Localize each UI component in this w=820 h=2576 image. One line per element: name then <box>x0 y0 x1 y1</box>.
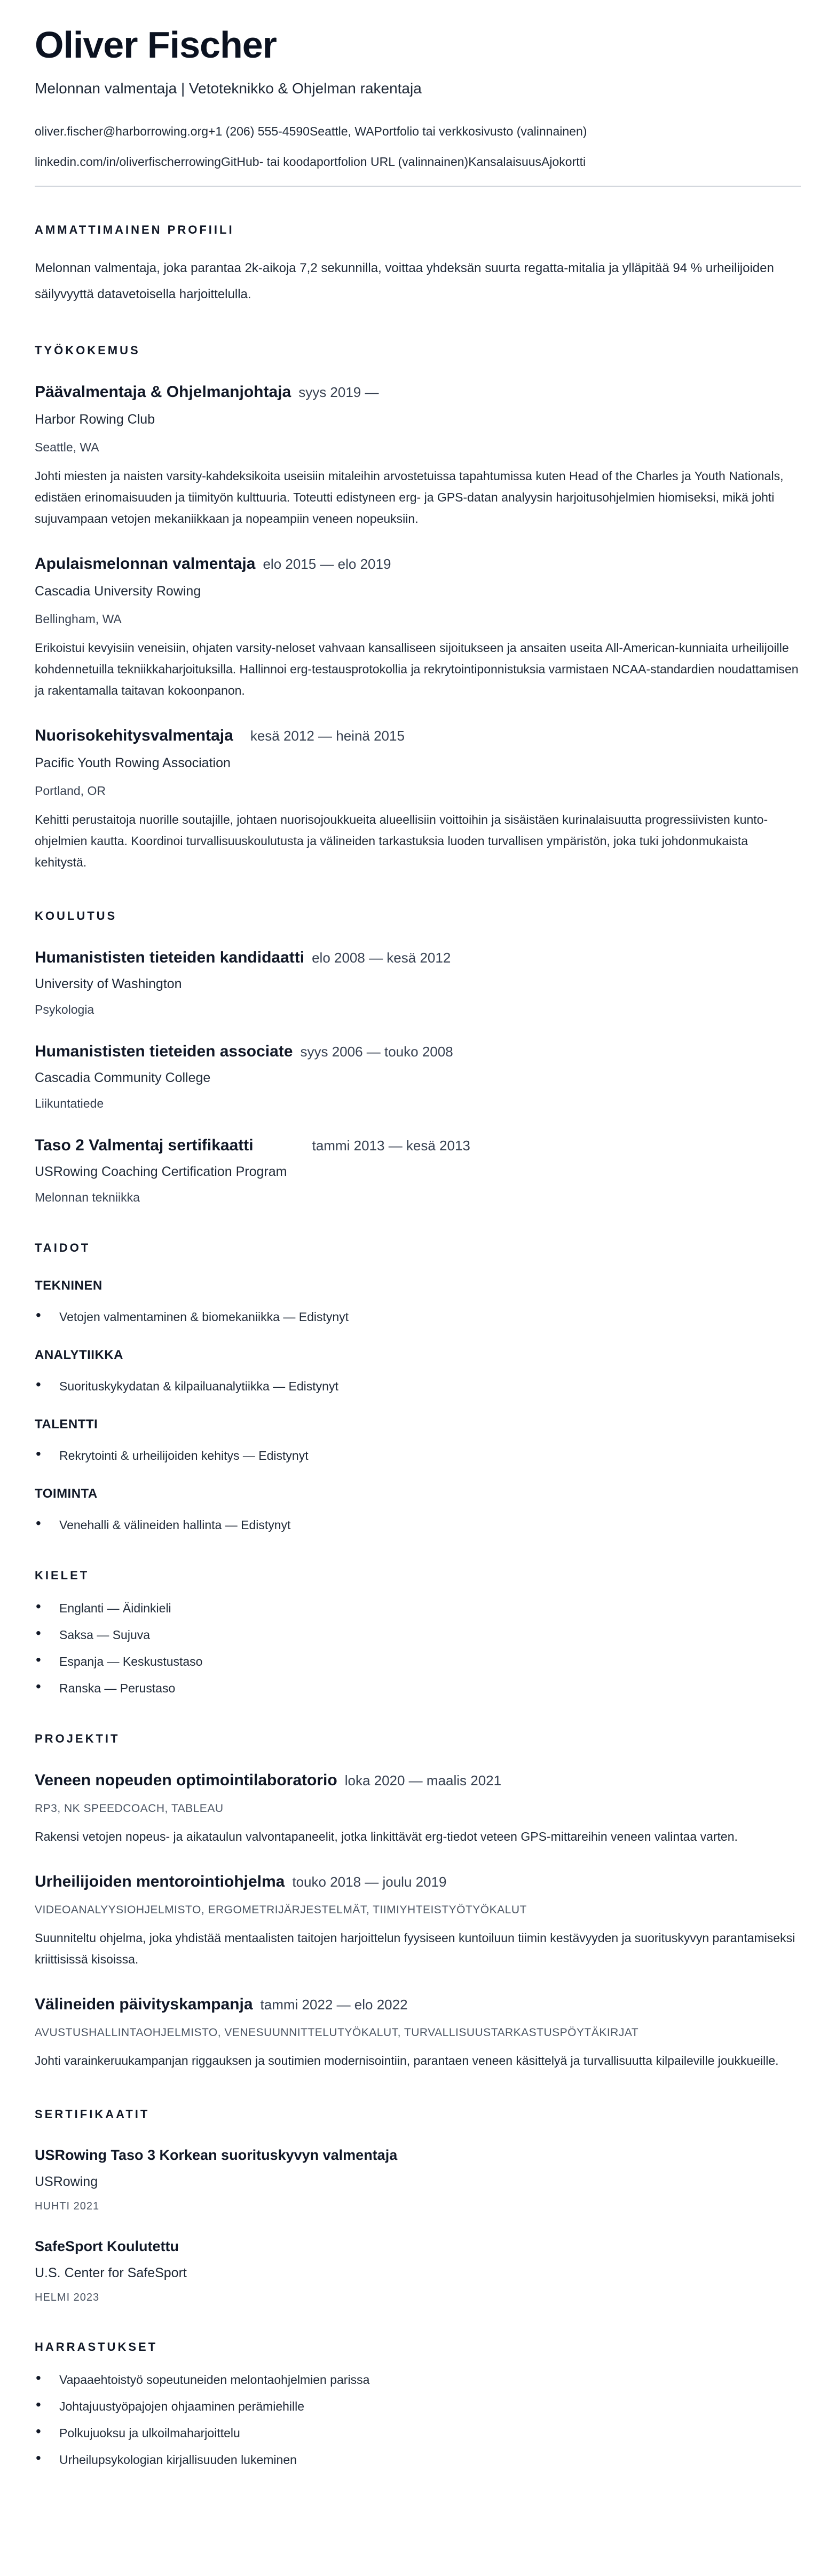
resume-header <box>35 23 801 187</box>
degree-title: Humanististen tieteiden kandidaatti <box>35 948 305 966</box>
project-name: Välineiden päivityskampanja <box>35 1995 253 2013</box>
section-education <box>35 909 801 1205</box>
skill-category: ANALYTIIKKA <box>35 1347 123 1362</box>
job-dates: elo 2015 — elo 2019 <box>263 555 391 572</box>
certification-name: USRowing Taso 3 Korkean suorituskyvyn valmentaja <box>35 2146 398 2163</box>
language-list <box>35 1601 801 1696</box>
certification-date: HUHTI 2021 <box>35 2200 100 2212</box>
job-company: Harbor Rowing Club <box>35 411 155 427</box>
skill-item: • Vetojen valmentaminen & biomekaniikka — Edistynyt <box>35 1309 801 1324</box>
hobby-list <box>35 2372 801 2467</box>
skill-item: • Suorituskykydatan & kilpailuanalytiikka — Edistynyt <box>35 1379 801 1394</box>
contact-row-2 <box>35 154 801 170</box>
skill-group <box>35 1417 801 1463</box>
skill-list <box>35 1309 801 1324</box>
header-divider <box>35 186 801 187</box>
skill-list <box>35 1379 801 1394</box>
certification-entry <box>35 2147 801 2213</box>
job-dates: syys 2019 — <box>298 384 379 400</box>
education-heading <box>35 949 801 967</box>
project-tech-stack: RP3, NK SPEEDCOACH, TABLEAU <box>35 1802 224 1815</box>
hobby-item: • Johtajuustyöpajojen ohjaaminen perämiehille <box>35 2399 801 2414</box>
job-description: Erikoistui kevyisiin veneisiin, ohjaten varsity-neloset vahvaan kansalliseen sijoitukseen ja ansaiten useita All-American-kunniaita urheilijoille kohdennetuilla tekniikkaharjoituksilla. Hallinnoi erg-testausprotokollia ja rekrytointiponnistuksia varmistaen NCAA-standardien noudattamisen ja rakentamalla taitavan kokoonpanon. <box>35 640 799 697</box>
education-entry <box>35 949 801 1017</box>
page-title: Oliver Fischer <box>35 24 277 66</box>
degree-title: Taso 2 Valmentaj sertifikaatti <box>35 1136 254 1154</box>
job-heading <box>35 727 801 745</box>
certification-date: HELMI 2023 <box>35 2291 100 2303</box>
contact-row-1 <box>35 124 801 139</box>
skill-category: TOIMINTA <box>35 1486 98 1501</box>
github-placeholder-text: GitHub- tai koodaportfolion URL (valinnainen) <box>220 154 469 169</box>
job-company: Cascadia University Rowing <box>35 583 201 599</box>
job-location: Bellingham, WA <box>35 611 122 626</box>
job-description: Kehitti perustaitoja nuorille soutajille, johtaen nuorisojoukkueita alueellisiin voittoihin ja sisäistäen kurinalaisuutta progressiivisten kunto-ohjelmien kautta. Koordinoi turvallisuuskoulutusta ja välineiden tarkastuksia luoden turvallisen ympäristön, joka tuki johdonmukaista kehitystä. <box>35 812 768 869</box>
job-description: Johti miesten ja naisten varsity-kahdeksikoita useisiin mitaleihin arvostetuissa tapahtumissa kuten Head of the Charles ja Youth Nationals, edistäen erinomaisuuden ja tiimityön kulttuuria. Toteutti edistyneen erg- ja GPS-datan analyysin harjoitusohjelmien hiomiseksi, mikä johti sujuvampaan vetojen mekaniikkaan ja nopeampiin veneen nopeuksiin. <box>35 468 784 526</box>
project-description: Suunniteltu ohjelma, joka yhdistää mentaalisten taitojen harjoittelun fyysiseen kuntoiluun tiimin kestävyyden ja suorituskyvyn parantamiseksi kriittisissä kisoissa. <box>35 1930 795 1966</box>
skill-group <box>35 1486 801 1532</box>
school-name: University of Washington <box>35 976 182 991</box>
project-dates: tammi 2022 — elo 2022 <box>260 1996 408 2013</box>
skill-item: • Venehalli & välineiden hallinta — Edistynyt <box>35 1517 801 1532</box>
citizenship-label: Kansalaisuus <box>468 154 542 169</box>
language-item: • Saksa — Sujuva <box>35 1627 801 1642</box>
section-title-languages: KIELET <box>35 1568 90 1582</box>
job-heading <box>35 383 801 401</box>
section-title-experience: TYÖKOKEMUS <box>35 343 140 357</box>
phone-text: +1 (206) 555-4590 <box>208 124 310 138</box>
job-entry <box>35 727 801 873</box>
section-title-profile: AMMATTIMAINEN PROFIILI <box>35 222 234 236</box>
project-entry <box>35 1995 801 2071</box>
education-entry <box>35 1043 801 1111</box>
job-dates: kesä 2012 — heinä 2015 <box>250 727 405 744</box>
certification-name: SafeSport Koulutettu <box>35 2238 179 2254</box>
skill-item: • Rekrytointi & urheilijoiden kehitys — Edistynyt <box>35 1448 801 1463</box>
section-title-skills: TAIDOT <box>35 1241 91 1254</box>
project-dates: loka 2020 — maalis 2021 <box>344 1772 502 1788</box>
portfolio-placeholder-text: Portfolio tai verkkosivusto (valinnainen) <box>374 124 587 138</box>
project-heading <box>35 1873 801 1891</box>
skill-group <box>35 1348 801 1394</box>
certification-entry <box>35 2238 801 2304</box>
email-text: oliver.fischer@harborrowing.org <box>35 124 209 138</box>
section-skills <box>35 1241 801 1532</box>
section-certifications <box>35 2108 801 2304</box>
job-entry <box>35 555 801 701</box>
project-entry <box>35 1873 801 1970</box>
skill-list <box>35 1517 801 1532</box>
subtitle: Melonnan valmentaja | Vetoteknikko & Ohjelman rakentaja <box>35 80 422 97</box>
degree-title: Humanististen tieteiden associate <box>35 1042 293 1060</box>
project-entry <box>35 1771 801 1847</box>
education-dates: syys 2006 — touko 2008 <box>300 1043 453 1060</box>
language-item: • Ranska — Perustaso <box>35 1681 801 1696</box>
section-experience <box>35 344 801 873</box>
location-text: Seattle, WA <box>309 124 374 138</box>
skill-list <box>35 1448 801 1463</box>
skill-category: TALENTTI <box>35 1417 98 1432</box>
section-profile <box>35 223 801 307</box>
section-title-certifications: SERTIFIKAATIT <box>35 2107 150 2121</box>
job-location: Portland, OR <box>35 783 106 798</box>
project-heading <box>35 1771 801 1790</box>
section-languages <box>35 1569 801 1696</box>
field-of-study: Psykologia <box>35 1002 94 1016</box>
skill-group <box>35 1278 801 1324</box>
section-projects <box>35 1732 801 2071</box>
skill-category: TEKNINEN <box>35 1278 102 1293</box>
project-heading <box>35 1995 801 2014</box>
language-item: • Espanja — Keskustustaso <box>35 1654 801 1669</box>
education-heading <box>35 1043 801 1061</box>
project-description: Johti varainkeruukampanjan riggauksen ja soutimien modernisointiin, parantaen veneen käsittelyä ja turvallisuutta kilpaileville joukkueille. <box>35 2053 779 2068</box>
certification-issuer: USRowing <box>35 2174 98 2189</box>
education-dates: elo 2008 — kesä 2012 <box>312 949 451 966</box>
job-location: Seattle, WA <box>35 440 99 454</box>
language-item: • Englanti — Äidinkieli <box>35 1601 801 1616</box>
project-name: Urheilijoiden mentorointiohjelma <box>35 1872 285 1890</box>
job-heading <box>35 555 801 573</box>
job-title: Apulaismelonnan valmentaja <box>35 554 256 573</box>
job-title: Nuorisokehitysvalmentaja <box>35 726 233 744</box>
field-of-study: Liikuntatiede <box>35 1096 104 1110</box>
project-name: Veneen nopeuden optimointilaboratorio <box>35 1771 337 1789</box>
project-tech-stack: VIDEOANALYYSIOHJELMISTO, ERGOMETRIJÄRJESTELMÄT, TIIMIYHTEISTYÖTYÖKALUT <box>35 1903 527 1916</box>
school-name: Cascadia Community College <box>35 1070 211 1085</box>
school-name: USRowing Coaching Certification Program <box>35 1164 287 1179</box>
job-company: Pacific Youth Rowing Association <box>35 755 231 770</box>
certification-issuer: U.S. Center for SafeSport <box>35 2265 187 2280</box>
job-title: Päävalmentaja & Ohjelmanjohtaja <box>35 383 291 401</box>
section-title-projects: PROJEKTIT <box>35 1731 120 1745</box>
hobby-item: • Polkujuoksu ja ulkoilmaharjoittelu <box>35 2426 801 2440</box>
linkedin-text: linkedin.com/in/oliverfischerrowing <box>35 154 221 169</box>
drivers-license-label: Ajokortti <box>541 154 586 169</box>
project-tech-stack: AVUSTUSHALLINTAOHJELMISTO, VENESUUNNITTELUTYÖKALUT, TURVALLISUUSTARKASTUSPÖYTÄKIRJAT <box>35 2026 639 2039</box>
field-of-study: Melonnan tekniikka <box>35 1190 140 1204</box>
hobby-item: • Vapaaehtoistyö sopeutuneiden melontaohjelmien parissa <box>35 2372 801 2387</box>
education-entry <box>35 1136 801 1205</box>
project-dates: touko 2018 — joulu 2019 <box>292 1873 447 1890</box>
job-entry <box>35 383 801 529</box>
section-title-hobbies: HARRASTUKSET <box>35 2340 158 2354</box>
project-description: Rakensi vetojen nopeus- ja aikataulun valvontapaneelit, jotka linkittävät erg-tiedot veteen GPS-mittareihin veneen valintaa varten. <box>35 1829 738 1843</box>
education-dates: tammi 2013 — kesä 2013 <box>312 1137 470 1154</box>
hobby-item: • Urheilupsykologian kirjallisuuden lukeminen <box>35 2452 801 2467</box>
education-heading <box>35 1136 801 1155</box>
section-title-education: KOULUTUS <box>35 909 117 923</box>
section-hobbies <box>35 2340 801 2467</box>
profile-summary-text: Melonnan valmentaja, joka parantaa 2k-aikoja 7,2 sekunnilla, voittaa yhdeksän suurta regatta-mitalia ja ylläpitää 94 % urheilijoiden säilyvyyttä datavetoisella harjoittelulla. <box>35 260 774 301</box>
